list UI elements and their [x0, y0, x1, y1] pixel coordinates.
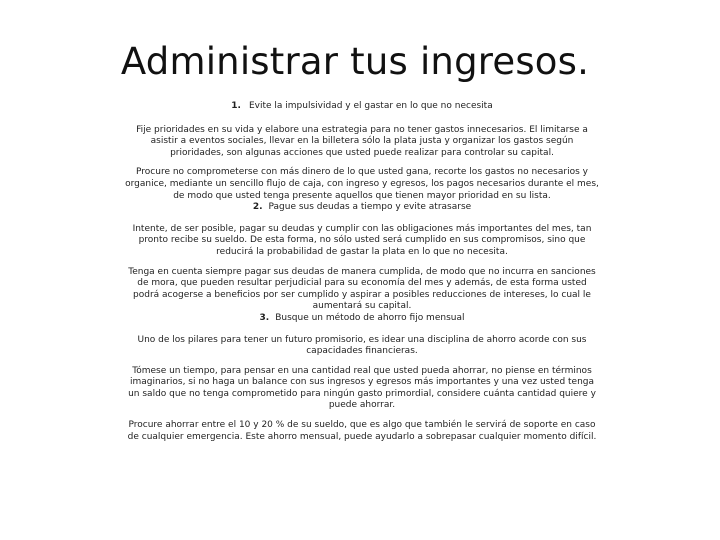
slide-title: Administrar tus ingresos.: [120, 40, 590, 83]
section-heading-text: Pague sus deudas a tiempo y evite atrasarse: [268, 202, 472, 213]
paragraph: Tómese un tiempo, para pensar en una cantidad real que usted pueda ahorrar, no piense en términos imaginarios, si no haga un balance con sus ingresos y egresos más importantes y una vez usted tenga un saldo que no tenga comprometido para ningún gasto primordial, considere cuánta cantidad quiere y puede ahorrar.: [128, 365, 596, 411]
paragraph: Procure ahorrar entre el 10 y 20 % de su sueldo, que es algo que también le servirá de soporte en caso de cualquier emergencia. Este ahorro mensual, puede ayudarlo a sobrepasar cualquier momento difícil.: [127, 420, 597, 442]
paragraph: Uno de los pilares para tener un futuro promisorio, es idear una disciplina de ahorro acorde con sus capacidades financieras.: [137, 334, 587, 357]
section-number: 3.: [259, 312, 270, 323]
paragraph: Intente, de ser posible, pagar su deudas y cumplir con las obligaciones más importantes del mes, tan pronto recibe su sueldo. De esta forma, no sólo usted será cumplido en sus compromisos, sino que reducirá la probabilidad de gastar la plata en lo que no necesita.: [132, 223, 592, 257]
paragraph: Fije prioridades en su vida y elabore una estrategia para no tener gastos innecesarios. El limitarse a asistir a eventos sociales, llevar en la billetera sólo la plata justa y organizar los gastos según prioridades, son algunas acciones que usted puede realizar para controlar su capital.: [136, 124, 588, 158]
section-heading-text: Evite la impulsividad y el gastar en lo que no necesita: [248, 101, 493, 111]
paragraph: Tenga en cuenta siempre pagar sus deudas de manera cumplida, de modo que no incurra en sanciones de mora, que pueden resultar perjudicial para su economía del mes y además, de esta forma usted podrá acogerse a beneficios por ser cumplido y aspirar a posibles reducciones de intereses, lo cual le aumentará su capital.: [128, 266, 596, 312]
section-number: 2.: [252, 202, 263, 213]
slide-body: [124, 101, 600, 451]
section-heading-2: [124, 202, 600, 214]
paragraph: Procure no comprometerse con más dinero de lo que usted gana, recorte los gastos no necesarios y organice, mediante un sencillo flujo de caja, con ingreso y egresos, los pagos necesarios durante el mes, de modo que usted tenga presente aquellos que tienen mayor prioridad en su lista.: [125, 167, 599, 201]
section-heading-3: [124, 313, 600, 325]
section-heading-1: [124, 101, 600, 113]
section-number: 1.: [231, 101, 241, 111]
section-heading-text: Busque un método de ahorro fijo mensual: [275, 312, 465, 323]
